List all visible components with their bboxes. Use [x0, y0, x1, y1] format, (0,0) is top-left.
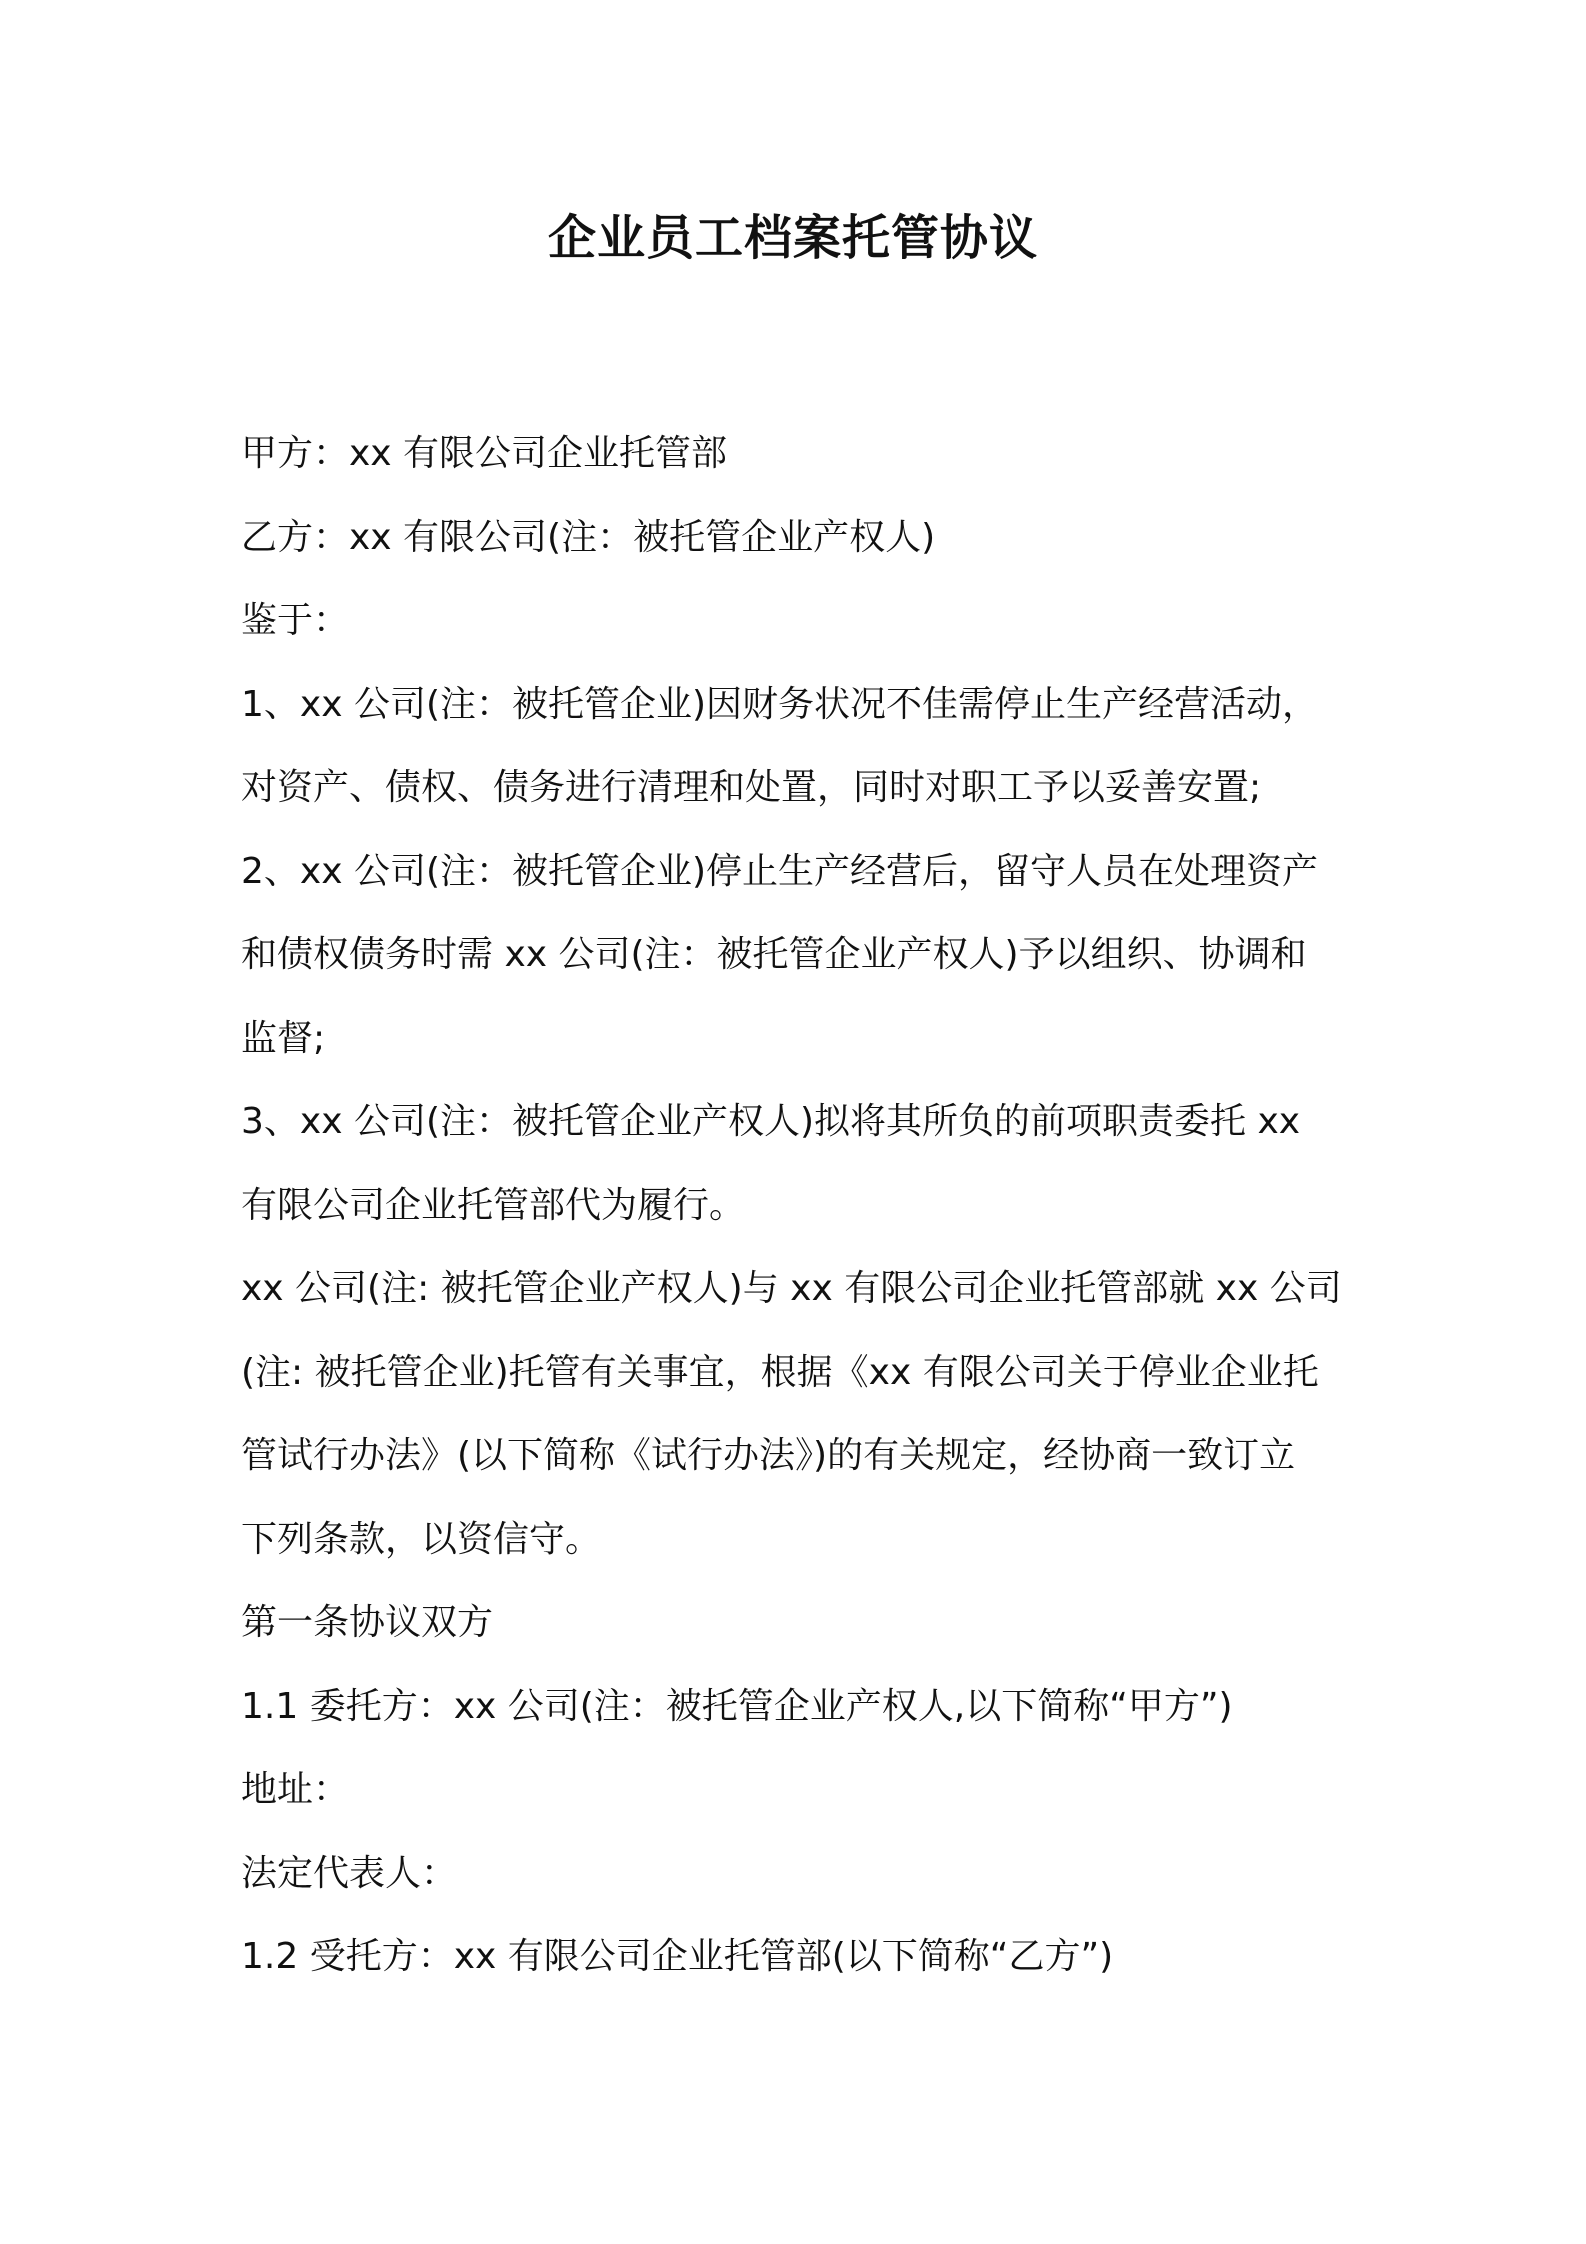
recital-2-line-3: 监督;	[241, 1017, 326, 1059]
recital-2-line-1: 2、xx 公司(注：被托管企业)停止生产经营后，留守人员在处理资产	[241, 850, 1319, 892]
clause-1-1: 1.1 委托方：xx 公司(注：被托管企业产权人,以下简称“甲方”)	[241, 1685, 1233, 1727]
recital-3-line-1: 3、xx 公司(注：被托管企业产权人)拟将其所负的前项职责委托 xx	[241, 1101, 1301, 1142]
party-b-line: 乙方：xx 有限公司(注：被托管企业产权人)	[241, 516, 936, 558]
legal-representative-line: 法定代表人：	[241, 1852, 458, 1894]
whereas-heading: 鉴于：	[241, 600, 350, 641]
preamble-line-4: 下列条款，以资信守。	[241, 1518, 602, 1560]
preamble-line-1: xx 公司(注: 被托管企业产权人)与 xx 有限公司企业托管部就 xx 公司	[241, 1268, 1342, 1309]
document-body	[241, 412, 1361, 1999]
address-line: 地址：	[241, 1769, 350, 1810]
recital-3-line-2: 有限公司企业托管部代为履行。	[241, 1184, 746, 1226]
preamble-line-2: (注: 被托管企业)托管有关事宜，根据《xx 有限公司关于停业企业托	[241, 1351, 1319, 1393]
party-a-line: 甲方：xx 有限公司企业托管部	[241, 433, 728, 474]
clause-1-2: 1.2 受托方：xx 有限公司企业托管部(以下简称“乙方”)	[241, 1936, 1114, 1977]
recital-2-line-2: 和债权债务时需 xx 公司(注：被托管企业产权人)予以组织、协调和	[241, 934, 1307, 975]
preamble-line-3: 管试行办法》(以下简称《试行办法》)的有关规定，经协商一致订立	[241, 1435, 1296, 1476]
article-1-heading: 第一条协议双方	[241, 1602, 494, 1643]
document-title: 企业员工档案托管协议	[547, 210, 1038, 266]
recital-1-line-2: 对资产、债权、债务进行清理和处置，同时对职工予以妥善安置;	[241, 767, 1262, 808]
recital-1-line-1: 1、xx 公司(注：被托管企业)因财务状况不佳需停止生产经营活动，	[241, 683, 1319, 725]
